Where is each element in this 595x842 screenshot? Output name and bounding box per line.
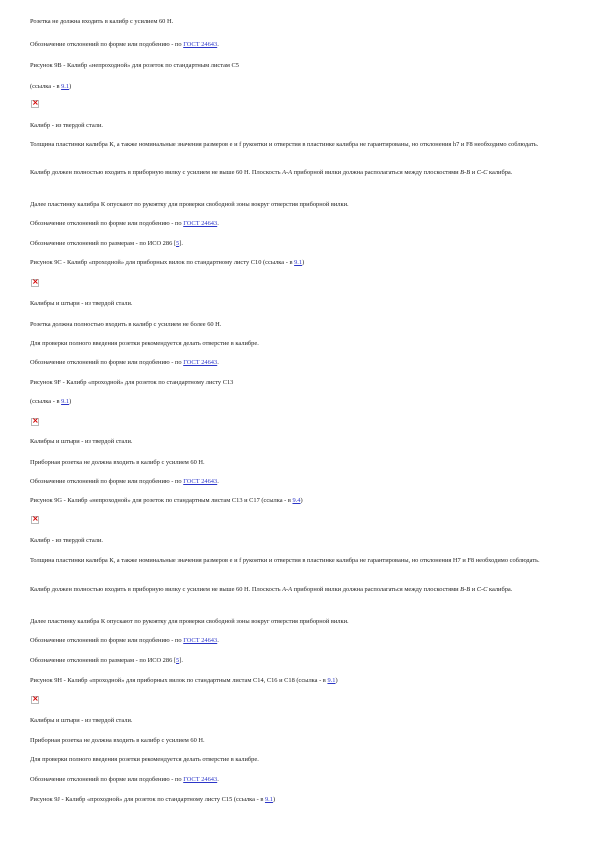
ref-link-9-1[interactable]: 9.1: [264, 796, 273, 803]
gost-link[interactable]: ГОСТ 24643: [183, 220, 218, 227]
broken-image-icon: [31, 516, 39, 524]
paragraph: Далее пластинку калибра К опускают по рукоятку для проверки свободной зоны вокруг отверстия приборной вилки.: [30, 201, 349, 208]
paragraph: Приборная розетка не должна входить в калибр с усилием 60 Н.: [30, 459, 205, 466]
paragraph: (ссылка - в 9.1): [30, 83, 72, 90]
paragraph: Обозначение отклонений по форме или подобению - по ГОСТ 24643.: [30, 478, 219, 485]
paragraph: Розетка должна полностью входить в калибр с усилием не более 60 Н.: [30, 321, 222, 328]
broken-image-icon: [31, 696, 39, 704]
paragraph: Приборная розетка не должна входить в калибр с усилием 60 Н.: [30, 737, 205, 744]
paragraph: (ссылка - в 9.1): [30, 398, 72, 405]
ref-link-9-4[interactable]: 9.4: [292, 497, 301, 504]
paragraph: Обозначение отклонений по форме или подобению - по ГОСТ 24643.: [30, 220, 219, 227]
paragraph: Розетка не должна входить в калибр с усилием 60 Н.: [30, 18, 174, 25]
broken-image-icon: [31, 100, 39, 108]
paragraph: Калибр - из твердой стали.: [30, 537, 103, 544]
paragraph: Калибры и штыри - из твердой стали.: [30, 300, 133, 307]
figure-caption: Рисунок 9С - Калибр «проходной» для приборных вилок по стандартному листу С10 (ссылка - в 9.1): [30, 259, 305, 266]
broken-image-icon: [31, 279, 39, 287]
paragraph: Толщина пластинки калибра К, а также номинальные значения размеров e и f рукоятки и отверстия в пластинке калибра не гарантированы, но отклонения h7 и F8 необходимо соблюдать.: [30, 141, 539, 148]
ref-link-9-1[interactable]: 9.1: [327, 677, 336, 684]
ref-link-9-1[interactable]: 9.1: [61, 83, 70, 90]
paragraph: Калибр - из твердой стали.: [30, 122, 103, 129]
figure-caption: Рисунок 9G - Калибр «непроходной» для розеток по стандартным листам С13 и С17 (ссылка - в 9.4): [30, 497, 303, 504]
paragraph: Обозначение отклонений по размерам - по ИСО 286 [5].: [30, 240, 183, 247]
paragraph: Для проверки полного введения розетки рекомендуется делать отверстие в калибре.: [30, 756, 259, 763]
paragraph: Калибр должен полностью входить в приборную вилку с усилием не выше 60 Н. Плоскость A-A приборной вилки должна располагаться между плоскостями B-B и C-C калибра.: [30, 586, 513, 593]
paragraph: Калибр должен полностью входить в приборную вилку с усилием не выше 60 Н. Плоскость A-A приборной вилки должна располагаться между плоскостями B-B и C-C калибра.: [30, 169, 513, 176]
paragraph: Обозначение отклонений по форме или подобению - по ГОСТ 24643.: [30, 776, 219, 783]
paragraph: Обозначение отклонений по форме или подобению - по ГОСТ 24643.: [30, 41, 219, 48]
figure-caption: Рисунок 9В - Калибр «непроходной» для розеток по стандартным листам С5: [30, 62, 240, 69]
figure-caption: Рисунок 9Н - Калибр «проходной» для приборных вилок по стандартным листам С14, С16 и С18 (ссылка - в 9.1): [30, 677, 338, 684]
paragraph: Толщина пластинки калибра К, а также номинальные значения размеров e и f рукоятки и отверстия в пластинке калибра не гарантированы, но отклонения H7 и F8 необходимо соблюдать.: [30, 557, 540, 564]
paragraph: Калибры и штыри - из твердой стали.: [30, 438, 133, 445]
broken-image-icon: [31, 418, 39, 426]
ref-link-9-1[interactable]: 9.1: [61, 398, 70, 405]
gost-link[interactable]: ГОСТ 24643: [183, 637, 218, 644]
paragraph: Далее пластинку калибра К опускают по рукоятку для проверки свободной зоны вокруг отверстия приборной вилки.: [30, 618, 349, 625]
ref-link-5[interactable]: 5: [176, 240, 180, 247]
gost-link[interactable]: ГОСТ 24643: [183, 359, 218, 366]
gost-link[interactable]: ГОСТ 24643: [183, 478, 218, 485]
ref-link-5[interactable]: 5: [176, 657, 180, 664]
paragraph: Обозначение отклонений по размерам - по ИСО 286 [5].: [30, 657, 183, 664]
gost-link[interactable]: ГОСТ 24643: [183, 776, 218, 783]
figure-caption: Рисунок 9J - Калибр «проходной» для розеток по стандартному листу С15 (ссылка - в 9.1): [30, 796, 276, 803]
paragraph: Калибры и штыри - из твердой стали.: [30, 717, 133, 724]
paragraph: Обозначение отклонений по форме или подобению - по ГОСТ 24643.: [30, 359, 219, 366]
gost-link[interactable]: ГОСТ 24643: [183, 41, 218, 48]
paragraph: Обозначение отклонений по форме или подобению - по ГОСТ 24643.: [30, 637, 219, 644]
figure-caption: Рисунок 9F - Калибр «проходной» для розеток по стандартному листу С13: [30, 379, 234, 386]
ref-link-9-1[interactable]: 9.1: [294, 259, 303, 266]
paragraph: Для проверки полного введения розетки рекомендуется делать отверстие в калибре.: [30, 340, 259, 347]
